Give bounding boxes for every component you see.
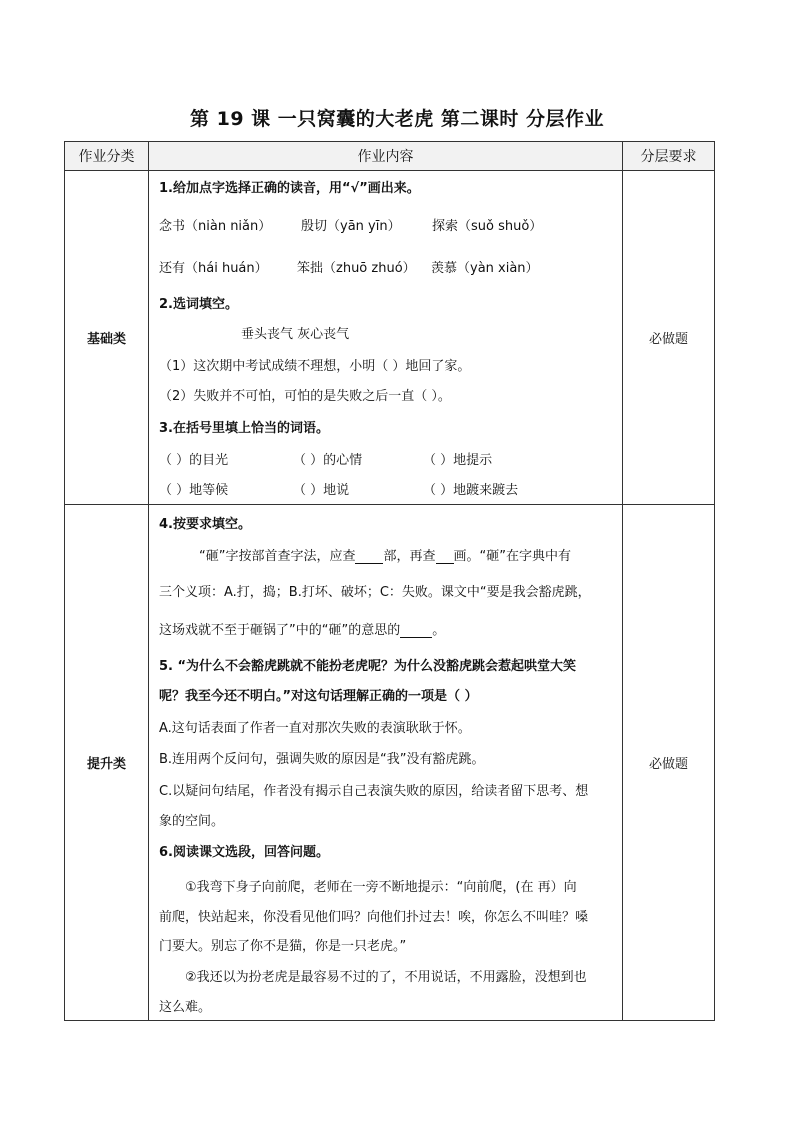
q2-word-bank: 垂头丧气 灰心丧气 — [241, 327, 350, 342]
homework-table — [64, 141, 715, 1021]
q2-sentence-1: （1）这次期中考试成绩不理想，小明（ ）地回了家。 — [159, 359, 471, 374]
q5-option-b: B.连用两个反问句，强调失败的原因是“我”没有豁虎跳。 — [159, 752, 485, 767]
q2-title: 2.选词填空。 — [159, 297, 238, 312]
q6-passage-1: ①我弯下身子向前爬，老师在一旁不断地提示：“向前爬，(在 再）向 — [185, 880, 577, 895]
page-title: 第 19 课 一只窝囊的大老虎 第二课时 分层作业 — [189, 108, 604, 130]
table-header-row — [65, 142, 715, 171]
q5-line-1: 5. “为什么不会豁虎跳就不能扮老虎呢？为什么没豁虎跳会惹起哄堂大笑 — [159, 659, 577, 674]
q6-passage-1: 前爬，快站起来，你没看见他们吗？向他们扑过去！唉，你怎么不叫哇？嗓 — [159, 910, 589, 925]
header-content: 作业内容 — [149, 142, 623, 171]
q3-item: （ ）地提示 — [423, 453, 493, 468]
q3-item: （ ）的目光 — [159, 453, 229, 468]
q1-item: 探索（suǒ shuǒ） — [432, 219, 543, 234]
q6-passage-2: 这么难。 — [159, 1000, 212, 1015]
q4-line-1 — [199, 545, 571, 564]
q4-text: 画。“砸”在字典中有 — [453, 549, 571, 564]
category-basic: 基础类 — [65, 171, 149, 505]
blank-line — [400, 625, 432, 638]
q4-line-3 — [159, 619, 445, 638]
q4-text: 部，再查 — [383, 549, 436, 564]
q1-title: 1.给加点字选择正确的读音，用“√”画出来。 — [159, 181, 420, 196]
header-category: 作业分类 — [65, 142, 149, 171]
q4-line-2: 三个义项：A.打，捣；B.打坏、破坏；C：失败。课文中“要是我会豁虎跳， — [159, 585, 591, 600]
header-requirement: 分层要求 — [623, 142, 715, 171]
requirement-basic: 必做题 — [623, 171, 715, 505]
q1-item: 羡慕（yàn xiàn） — [431, 261, 539, 276]
q3-item: （ ）地等候 — [159, 483, 229, 498]
blank-line — [355, 551, 383, 564]
content-advanced — [149, 505, 623, 1021]
content-basic — [149, 171, 623, 505]
q1-item: 笨拙（zhuō zhuó） — [297, 261, 416, 276]
q3-item: （ ）的心情 — [293, 453, 363, 468]
q5-option-c-cont: 象的空间。 — [159, 814, 225, 829]
q5-line-2: 呢？我至今还不明白。”对这句话理解正确的一项是（ ） — [159, 689, 478, 704]
q5-option-c: C.以疑问句结尾，作者没有揭示自己表演失败的原因，给读者留下思考、想 — [159, 784, 589, 799]
table-row-advanced — [65, 505, 715, 1021]
table-row-basic — [65, 171, 715, 505]
blank-line — [436, 551, 454, 564]
q6-title: 6.阅读课文选段，回答问题。 — [159, 845, 329, 860]
q4-text: 这场戏就不至于砸锅了”中的“砸”的意思的 — [159, 623, 401, 638]
q6-passage-2: ②我还以为扮老虎是最容易不过的了，不用说话，不用露脸，没想到也 — [185, 970, 587, 985]
q1-item: 还有（hái huán） — [159, 261, 268, 276]
q4-text: 。 — [432, 623, 446, 638]
q1-item: 殷切（yān yīn） — [301, 219, 401, 234]
q1-item: 念书（niàn niǎn） — [159, 219, 272, 234]
q3-title: 3.在括号里填上恰当的词语。 — [159, 421, 329, 436]
q2-sentence-2: （2）失败并不可怕，可怕的是失败之后一直（ ）。 — [159, 389, 451, 404]
q4-text: “砸”字按部首查字法，应查 — [199, 549, 356, 564]
q4-title: 4.按要求填空。 — [159, 517, 251, 532]
requirement-advanced: 必做题 — [623, 505, 715, 1021]
q6-passage-1: 门要大。别忘了你不是猫，你是一只老虎。” — [159, 939, 407, 954]
q5-option-a: A.这句话表面了作者一直对那次失败的表演耿耿于怀。 — [159, 721, 471, 736]
category-advanced: 提升类 — [65, 505, 149, 1021]
q3-item: （ ）地说 — [293, 483, 350, 498]
q3-item: （ ）地踱来踱去 — [423, 483, 519, 498]
